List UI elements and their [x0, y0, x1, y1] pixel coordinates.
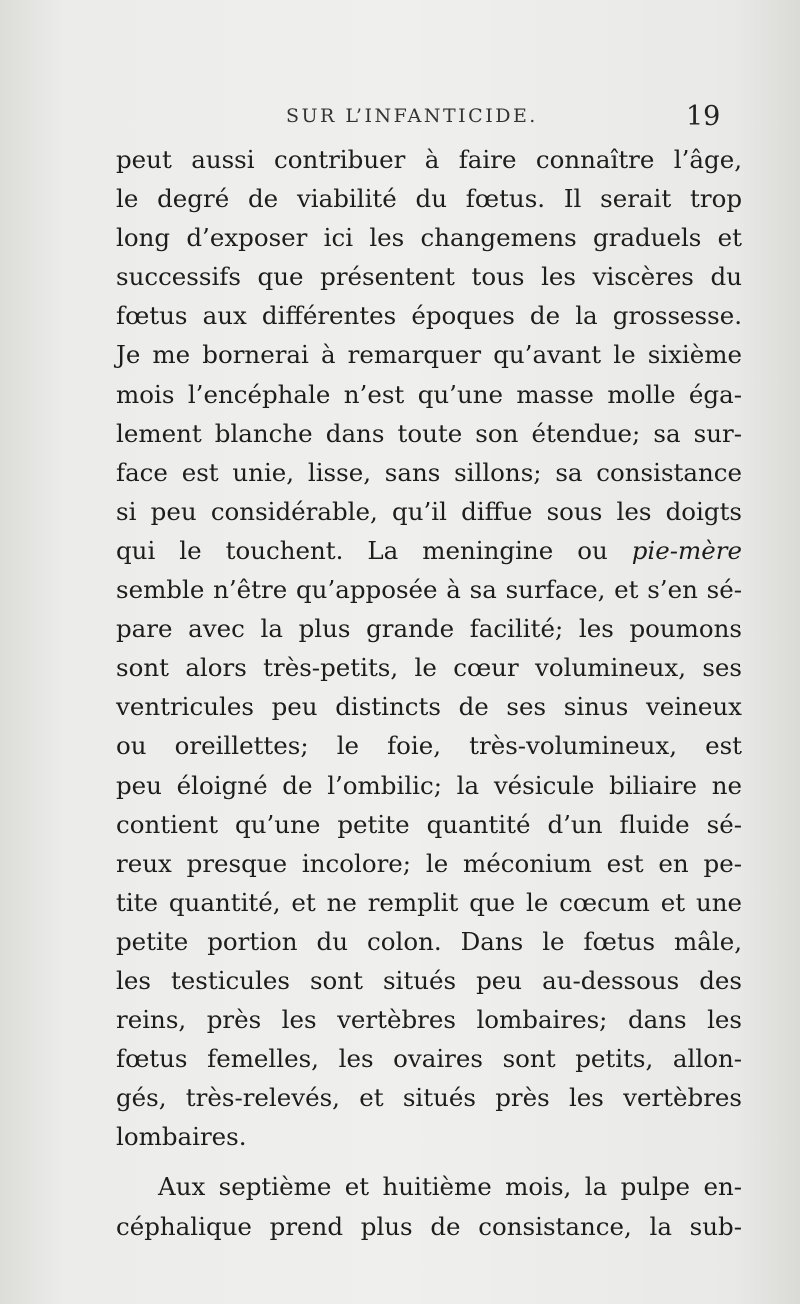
text-line: sont alors très-petits, le cœur volumineux, ses [116, 653, 742, 683]
text-line: face est unie, lisse, sans sillons; sa consistance [116, 457, 742, 487]
text-line: lombaires. [116, 1122, 247, 1152]
running-title: SUR L’INFANTICIDE. [286, 105, 538, 127]
paragraph-2 [116, 1167, 742, 1245]
text-line: gés, très-relevés, et situés près les vertèbres [116, 1083, 742, 1113]
text-line: le degré de viabilité du fœtus. Il serait trop [116, 184, 742, 214]
body-text [116, 140, 742, 1246]
text-line: Je me bornerai à remarquer qu’avant le sixième [116, 340, 742, 370]
text-line: peu éloigné de l’ombilic; la vésicule biliaire ne [116, 770, 742, 800]
text-line: reins, près les vertèbres lombaires; dans les [116, 1005, 742, 1035]
text-line: peut aussi contribuer à faire connaître l’âge, [116, 145, 742, 174]
text-line: mois l’encéphale n’est qu’une masse molle éga- [116, 379, 742, 409]
text-line [116, 531, 742, 570]
text-line: contient qu’une petite quantité d’un fluide sé- [116, 809, 742, 839]
text-line: ou oreillettes; le foie, très-volumineux, est [116, 731, 742, 761]
text-line: lement blanche dans toute son étendue; sa sur- [116, 418, 742, 448]
text-line: reux presque incolore; le méconium est en pe- [116, 848, 742, 878]
running-head [0, 103, 800, 133]
paragraph-1 [116, 140, 742, 1156]
text-line: si peu considérable, qu’il diffue sous les doigts [116, 496, 742, 526]
text-line: long d’exposer ici les changemens graduels et [116, 223, 742, 253]
text-line: tite quantité, et ne remplit que le cœcum et une [116, 887, 742, 917]
text-line: fœtus femelles, les ovaires sont petits, allon- [116, 1044, 742, 1074]
text-line: les testicules sont situés peu au-dessous des [116, 965, 742, 995]
text-line: céphalique prend plus de consistance, la sub- [116, 1211, 742, 1241]
text-line: fœtus aux différentes époques de la grossesse. [116, 301, 742, 331]
page-number: 19 [686, 101, 721, 132]
text-line: petite portion du colon. Dans le fœtus mâle, [116, 926, 742, 956]
text-line: pare avec la plus grande facilité; les poumons [116, 614, 742, 644]
text-line: Aux septième et huitième mois, la pulpe en- [158, 1172, 742, 1202]
italic-term: pie-mère [631, 535, 742, 565]
text-line: semble n’être qu’apposée à sa surface, et s’en sé- [116, 575, 742, 605]
text-line: successifs que présentent tous les viscères du [116, 262, 742, 292]
text-line: ventricules peu distincts de ses sinus veineux [116, 692, 742, 722]
text-segment: qui le touchent. La meningine ou [116, 535, 608, 565]
